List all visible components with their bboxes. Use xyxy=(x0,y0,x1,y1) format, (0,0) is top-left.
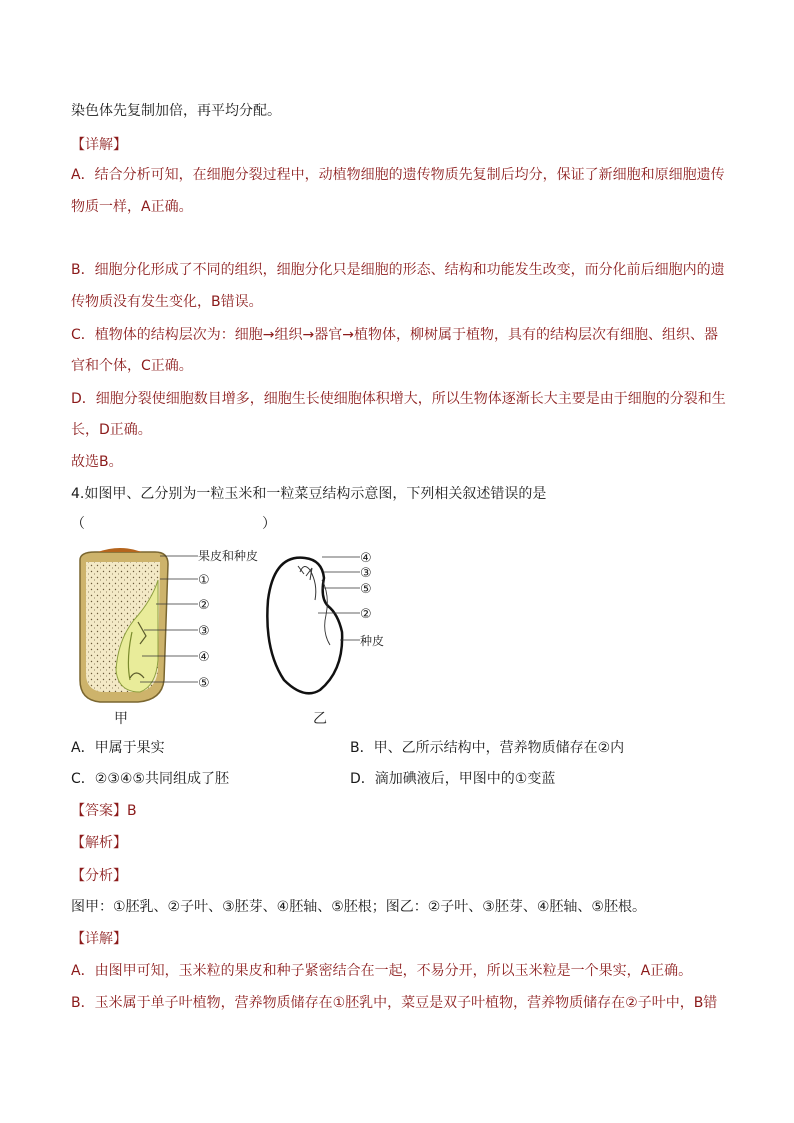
text-line: A．由图甲可知，玉米粒的果皮和种子紧密结合在一起，不易分开，所以玉米粒是一个果实，A正确。 xyxy=(71,963,693,979)
text-line: 染色体先复制加倍，再平均分配。 xyxy=(71,103,281,119)
corn-label-5: ⑤ xyxy=(198,676,210,691)
section-heading-detail: 【详解】 xyxy=(71,137,127,153)
bean-label-3: ③ xyxy=(360,566,372,581)
text-line: B．细胞分化形成了不同的组织，细胞分化只是细胞的形态、结构和功能发生改变，而分化前后细胞内的遗 xyxy=(71,262,725,278)
text-line: 官和个体，C正确。 xyxy=(71,358,193,374)
text-line: B．玉米属于单子叶植物，营养物质储存在①胚乳中，菜豆是双子叶植物，营养物质储存在②子叶中，B错 xyxy=(71,995,718,1011)
corn-label-2: ② xyxy=(198,598,210,613)
option-d: D．滴加碘液后，甲图中的①变蓝 xyxy=(350,771,556,787)
corn-label-4: ④ xyxy=(198,650,210,665)
answer-paren-close: ） xyxy=(262,516,276,532)
option-b: B．甲、乙所示结构中，营养物质储存在②内 xyxy=(350,740,625,756)
text-line: 传物质没有发生变化，B错误。 xyxy=(71,294,263,310)
text-line: A．结合分析可知，在细胞分裂过程中，动植物细胞的遗传物质先复制后均分，保证了新细胞和原细胞遗传 xyxy=(71,167,725,183)
corn-kernel-diagram xyxy=(80,548,258,727)
text-line: C．植物体的结构层次为：细胞→组织→器官→植物体，柳树属于植物，具有的结构层次有细胞、组织、器 xyxy=(71,327,718,343)
label-pericarp-seedcoat: 果皮和种皮 xyxy=(198,549,259,563)
option-a: A．甲属于果实 xyxy=(71,740,165,756)
caption-jia: 甲 xyxy=(114,711,128,727)
bean-label-5: ⑤ xyxy=(360,582,372,597)
answer-line xyxy=(71,801,137,821)
seed-structure-figure xyxy=(60,540,400,730)
section-heading-detail: 【详解】 xyxy=(71,931,127,947)
bean-label-4: ④ xyxy=(360,551,372,566)
option-c: C．②③④⑤共同组成了胚 xyxy=(71,771,229,787)
text-line: 图甲：①胚乳、②子叶、③胚芽、④胚轴、⑤胚根；图乙：②子叶、③胚芽、④胚轴、⑤胚根。 xyxy=(71,899,646,915)
label-seedcoat: 种皮 xyxy=(360,634,385,648)
bean-label-2: ② xyxy=(360,607,372,622)
answer-value: B xyxy=(127,803,137,819)
text-line: 故选B。 xyxy=(71,454,123,470)
bean-seed-diagram xyxy=(267,551,384,727)
text-line: 长，D正确。 xyxy=(71,422,152,438)
corn-label-3: ③ xyxy=(198,624,210,639)
section-heading-fenxi: 【分析】 xyxy=(71,868,127,884)
text-line: 物质一样，A正确。 xyxy=(71,199,193,215)
caption-yi: 乙 xyxy=(313,711,327,727)
answer-tag: 【答案】 xyxy=(71,803,127,819)
question-stem: 4.如图甲、乙分别为一粒玉米和一粒菜豆结构示意图，下列相关叙述错误的是 xyxy=(71,486,547,502)
text-line: D．细胞分裂使细胞数目增多，细胞生长使细胞体积增大，所以生物体逐渐长大主要是由于细胞的分裂和生 xyxy=(71,391,726,407)
corn-label-1: ① xyxy=(198,573,210,588)
section-heading-analysis: 【解析】 xyxy=(71,835,127,851)
answer-paren-open: （ xyxy=(71,516,85,532)
